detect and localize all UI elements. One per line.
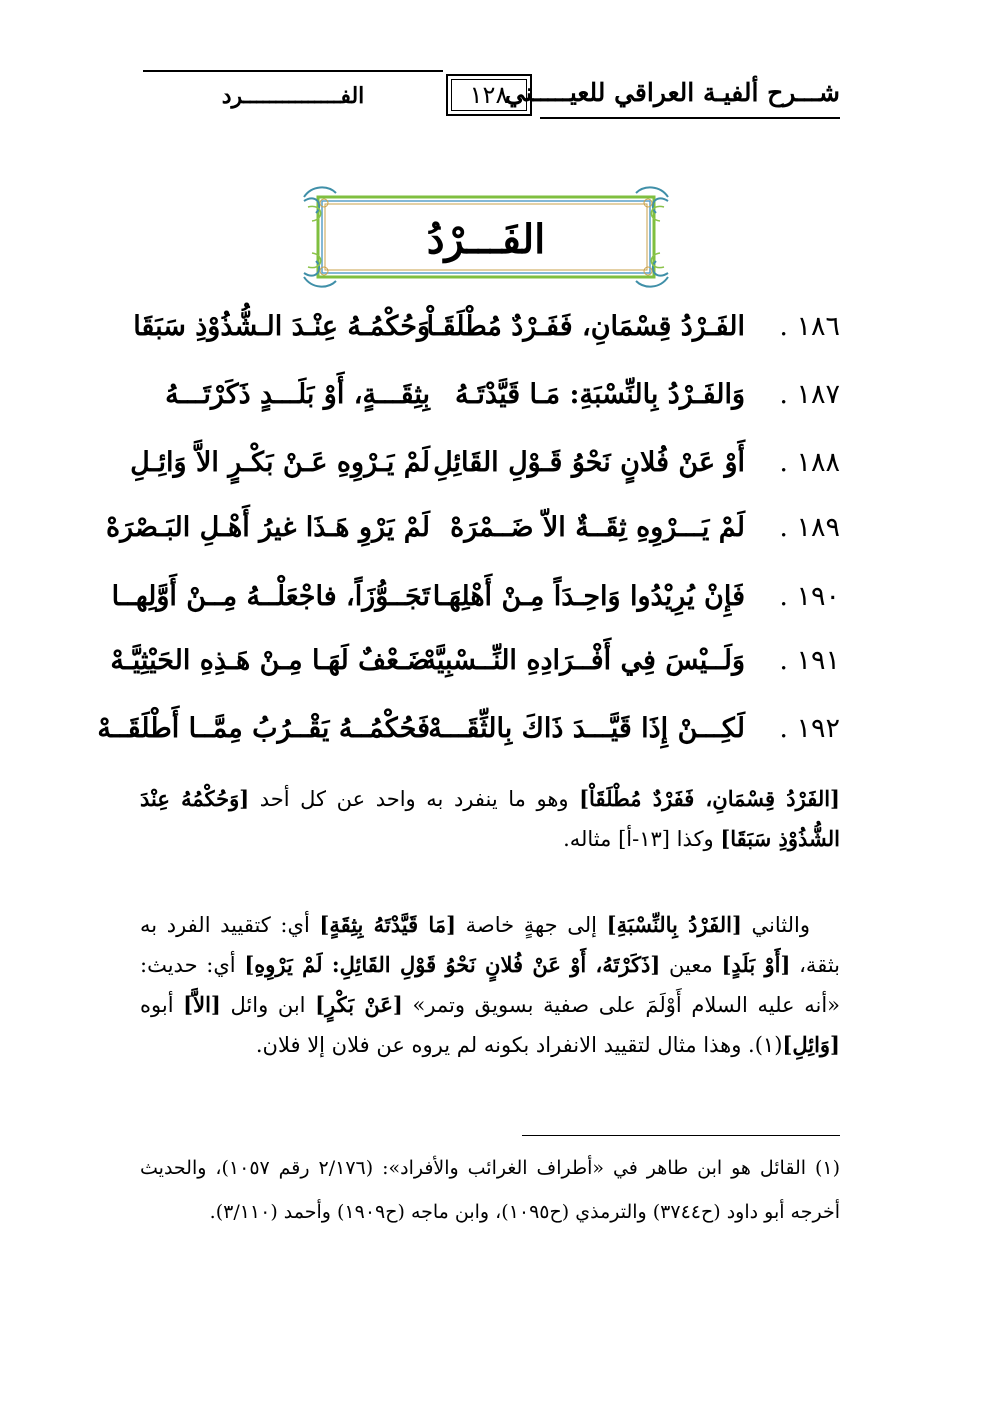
verse-second-hemistich: تَجَــوُّزَاً، فاجْعَلْــهُ مِــنْ أَوَّلِهــا — [111, 581, 430, 612]
quoted-verse: [وَائِلِ] — [782, 1032, 840, 1057]
verse-number: ١٨٧ . — [779, 379, 840, 410]
commentary-text: (١). وهذا مثال لتقييد الانفراد بكونه لم يروه عن فلان إلا فلان. — [255, 1033, 783, 1057]
commentary-text: إلى جهةٍ خاصة — [456, 913, 607, 937]
footnote-separator — [522, 1135, 840, 1136]
verse-row — [0, 296, 1004, 358]
commentary-text: أبوه — [140, 993, 184, 1017]
quoted-verse: [أَوْ بَلَدٍ] — [721, 952, 791, 977]
quoted-verse: [الفَرْدُ قِسْمَانِ، فَفَرْدٌ مُطْلَقَاْ] — [579, 786, 840, 811]
quoted-verse: [الفَرْدُ بِالنِّسْبَةِ] — [606, 912, 742, 937]
verse-second-hemistich: وَحُكْمُـهُ عِنْـدَ الـشُّذُوْذِ سَبَقَا — [133, 311, 430, 342]
verse-first-hemistich: أَوْ عَنْ فُلانٍ نَحْوُ قَـوْلِ القَائِلِ — [433, 447, 745, 478]
section-title: الفَـــرْدُ — [426, 216, 546, 263]
verse-second-hemistich: ضَـعْفٌ لَهَـا مِـنْ هَـذِهِ الحَيْثِيَّـهْ — [110, 645, 430, 676]
quoted-verse: [عَنْ بَكْرٍ] — [315, 992, 403, 1017]
quoted-verse: [الاَّ] — [183, 992, 221, 1017]
commentary-text: معين — [660, 953, 722, 977]
commentary-text: وكذا [١٣-أ] مثاله. — [563, 827, 721, 851]
commentary-text: أي: كتقييد الفرد به بثقة، — [140, 913, 840, 977]
header-chapter: الفـــــــــــــــرد — [221, 83, 365, 109]
footnote: (١) القائل هو ابن طاهر في «أطراف الغرائب والأفراد»: (٢/١٧٦ رقم ١٠٥٧)، والحديث أخرجه أبو داود (ح٣٧٤٤) والترمذي (ح١٠٩٥)، وابن ماجه (ح١٩٠٩) وأحمد (٣/١١٠). — [140, 1157, 841, 1223]
header-book-title: شـــرح ألفيـة العراقي للعيـــــني — [504, 78, 840, 107]
verse-number: ١٩٢ . — [779, 713, 840, 744]
verse-row — [0, 432, 1004, 494]
commentary-paragraph — [140, 905, 840, 1065]
header-rule-left — [143, 70, 443, 72]
verse-row — [0, 566, 1004, 628]
verse-second-hemistich: لَمْ يَـرْوِهِ عَـنْ بَكْـرٍ الاَّ وَائِـلِ — [130, 447, 430, 478]
commentary-text: ابن وائل — [220, 993, 316, 1017]
verse-row — [0, 497, 1004, 559]
commentary-text: وهو ما ينفرد به واحد عن كل أحد — [249, 787, 580, 811]
quoted-verse: [وَحُكْمُهُ عِنْدَ الشُّذُوْذِ سَبَقَا] — [140, 786, 840, 851]
verse-number: ١٨٨ . — [779, 447, 840, 478]
verse-second-hemistich: فَحُكْمُــهُ يَقْــرُبُ مِمَّــا أَطْلَقَــهْ — [97, 713, 430, 744]
page-number-box — [446, 74, 532, 116]
verse-number: ١٩١ . — [779, 645, 840, 676]
verse-first-hemistich: لَكِـــنْ إِذَا قَيَّـــدَ ذَاكَ بِالثِّقَـــهْ — [428, 713, 745, 744]
commentary-text: أي: حديث: «أنه عليه السلام أَوْلَمَ على صفية بسويق وتمر» — [140, 953, 840, 1017]
page-number: ١٢٨ — [469, 81, 509, 109]
verse-first-hemistich: الفَـرْدُ قِسْمَانِ، فَفَـرْدٌ مُطْلَقَـاْ — [426, 311, 745, 342]
quoted-verse: [ذَكَرْتَهُ، أَوْ عَنْ فُلانٍ نَحْوُ قَوْلِ القَائِلِ: لَمْ يَرْوِهِ] — [244, 952, 661, 977]
header-rule-right — [540, 117, 840, 119]
verse-row — [0, 698, 1004, 760]
commentary-text: والثاني — [741, 913, 810, 937]
commentary-paragraph — [140, 779, 840, 859]
verse-second-hemistich: لَمْ يَرْوِ هَـذَا غيرُ أَهْـلِ البَـصْرَهْ — [106, 512, 430, 543]
verse-number: ١٨٦ . — [779, 311, 840, 342]
verse-first-hemistich: وَلَــيْسَ فِي أَفْــرَادِهِ النِّــسْبِيَّهْ — [422, 645, 745, 676]
verse-second-hemistich: بِثِقَـــةٍ، أَوْ بَلَـــدٍ ذَكَرْتَـــهُ — [165, 379, 430, 410]
verse-row — [0, 364, 1004, 426]
verse-first-hemistich: وَالفَـرْدُ بِالنِّسْبَةِ: مَـا قَيَّدْتَـهُ — [455, 379, 745, 410]
quoted-verse: [مَا قَيَّدْتَهُ بِثِقَةٍ] — [319, 912, 457, 937]
verse-number: ١٨٩ . — [779, 512, 840, 543]
verse-number: ١٩٠ . — [779, 581, 840, 612]
verse-row — [0, 630, 1004, 692]
verse-first-hemistich: لَمْ يَـــرْوِهِ ثِقَــةٌ الاّ ضَــمْرَهْ — [450, 512, 745, 543]
verse-first-hemistich: فَإِنْ يُرِيْدُوا وَاحِـدَاً مِـنْ أَهْلِهَـا — [432, 581, 745, 612]
